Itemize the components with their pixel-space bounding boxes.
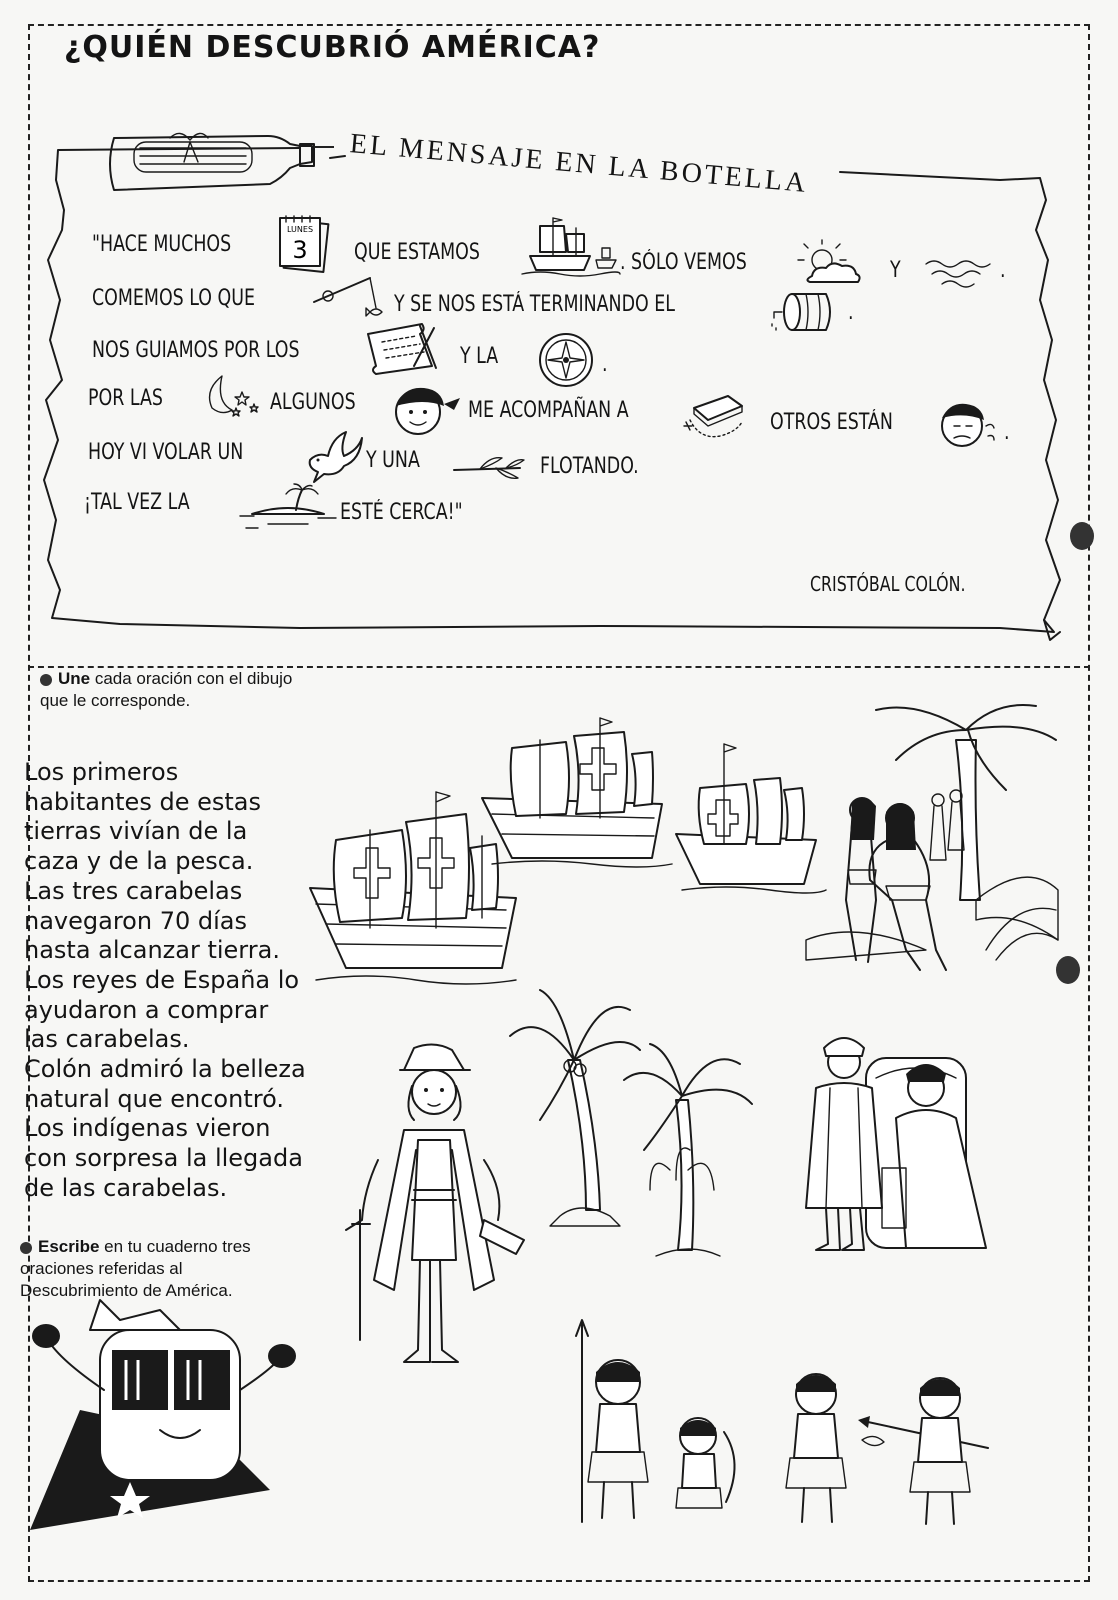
msg-word: COMEMOS LO QUE [92,286,255,311]
island-icon [238,484,338,532]
msg-word: QUE ESTAMOS [354,240,480,265]
sick-sailor-icon [930,396,1000,452]
sentence-line: tierras vivían de la [24,817,248,846]
natives-jungle-illustration [796,700,1066,990]
sentence-line: habitantes de estas [24,787,261,816]
columbus-illustration [334,1040,524,1380]
ship-icon [520,212,620,278]
instruction-text: oraciones referidas al [20,1259,183,1278]
sentence-line: con sorpresa la llegada [24,1144,303,1173]
sentence-line: Los primeros [24,758,179,786]
msg-word: HOY VI VOLAR UN [88,440,244,465]
msg-word: Y UNA [366,448,420,473]
book-rosary-icon [680,386,760,448]
sentence-line: ayudaron a comprar [24,995,269,1024]
msg-word: ALGUNOS [270,390,356,415]
msg-word: ESTÉ CERCA!" [340,500,463,525]
sentence-line: natural que encontró. [24,1084,284,1113]
instruction-verb: Escribe [38,1237,100,1256]
msg-word: . SÓLO VEMOS [620,250,747,275]
bottle-dash [314,146,334,148]
instruction-une [40,668,370,712]
sentence-line: de las carabelas. [24,1173,228,1202]
banner-title: EL MENSAJE EN LA BOTELLA [348,128,810,200]
msg-dot: . [1004,420,1010,445]
msg-dot: . [1000,258,1006,283]
signature: CRISTÓBAL COLÓN. [810,572,966,596]
instruction-text: Descubrimiento de América. [20,1281,233,1300]
dove-icon [304,430,364,488]
moon-stars-icon [196,372,268,420]
compass-icon [534,328,598,390]
page-title: ¿QUIÉN DESCUBRIÓ AMÉRICA? [64,30,601,65]
sentence-line: caza y de la pesca. [24,847,254,876]
instruction-text: cada oración con el dibujo [90,669,293,688]
msg-dot: . [602,352,608,377]
sentence-line: Los reyes de España lo [24,965,300,994]
calendar-icon [278,214,330,274]
sentence-line: Los indígenas vieron [24,1114,271,1143]
instruction-text: que le corresponde. [40,691,191,710]
sentence-line: Colón admiró la belleza [24,1055,306,1084]
bottle-icon [100,128,320,200]
msg-word: Y LA [460,344,499,369]
instruction-verb: Une [58,669,91,688]
msg-word: FLOTANDO. [540,454,639,479]
bullet-icon [20,1242,32,1254]
sentence-line: Las tres carabelas [24,876,243,905]
calendar-number: 3 [292,236,308,264]
msg-word: Y SE NOS ESTÁ TERMINANDO EL [394,292,675,317]
caravels-illustration [306,718,826,998]
msg-word: ¡TAL VEZ LA [84,490,190,515]
msg-word: POR LAS [88,386,163,411]
msg-word: ME ACOMPAÑAN A [468,398,629,423]
sentence-line: navegaron 70 días [24,906,247,935]
msg-word: "HACE MUCHOS [92,232,232,257]
sentence-list [24,758,354,1204]
branch-icon [450,452,526,488]
bullet-icon [40,674,52,686]
waves-icon [922,250,1002,290]
barrel-icon [770,284,840,340]
monarchs-illustration [786,1018,1026,1268]
msg-word: NOS GUIAMOS POR LOS [92,338,300,363]
palm-trees-illustration [500,980,770,1270]
sentence-line: hasta alcanzar tierra. [24,936,280,965]
calendar-label: LUNES [286,225,314,234]
binder-hole [1056,956,1080,984]
mascot-illustration [20,1300,310,1550]
binder-hole [1070,522,1094,550]
msg-word: Y [890,258,901,283]
sailor-icon [384,378,464,440]
map-icon [362,320,442,376]
sun-cloud-icon [796,240,866,288]
msg-word: OTROS ESTÁN [770,410,893,435]
msg-dot: . [848,300,854,325]
indigenous-children-illustration [548,1312,998,1542]
sentence-line: las carabelas. [24,1025,190,1054]
instruction-escribe [20,1236,330,1302]
instruction-text: en tu cuaderno tres [99,1237,251,1256]
